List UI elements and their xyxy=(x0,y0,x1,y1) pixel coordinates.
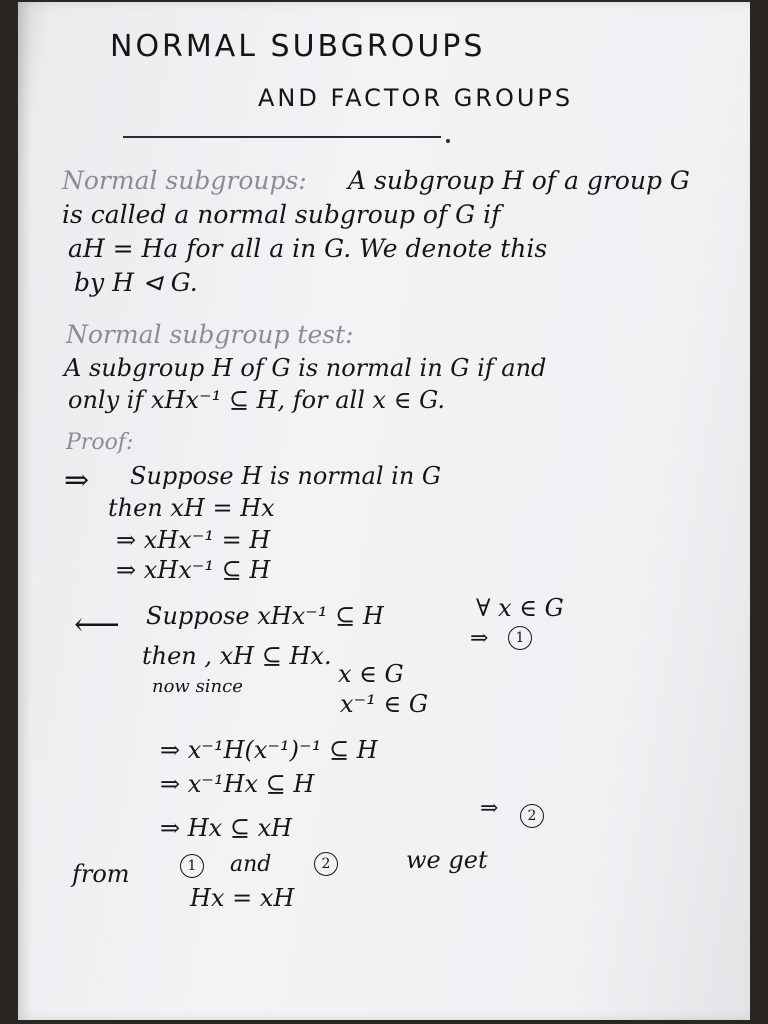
definition-line3: aH = Ha for all a in G. We denote this xyxy=(68,234,548,263)
proof-forward-line3: ⇒ xHx⁻¹ = H xyxy=(116,526,271,554)
conclusion-marker1: 1 xyxy=(180,854,204,878)
proof-backward-line2: then , xH ⊆ Hx. xyxy=(142,642,332,670)
proof-backward-forall: ∀ x ∈ G xyxy=(476,594,564,622)
underline-dot xyxy=(446,139,450,143)
conclusion-marker2: 2 xyxy=(314,852,338,876)
proof-forward-line2: then xH = Hx xyxy=(108,494,275,522)
proof-xinv-in-g: x⁻¹ ∈ G xyxy=(340,690,429,718)
test-line2: only if xHx⁻¹ ⊆ H, for all x ∈ G. xyxy=(68,386,446,414)
conclusion-we-get: we get xyxy=(406,846,488,874)
notebook-page xyxy=(18,2,750,1020)
test-heading: Normal subgroup test: xyxy=(66,320,354,349)
definition-heading: Normal subgroups: xyxy=(62,166,307,195)
conclusion-from: from xyxy=(72,860,130,888)
forward-arrow-icon: ⇒ xyxy=(64,463,90,498)
backward-arrow-icon: ⟵ xyxy=(74,605,120,643)
proof-forward-line4: ⇒ xHx⁻¹ ⊆ H xyxy=(116,556,271,584)
definition-line1: A subgroup H of a group G xyxy=(348,166,690,195)
page-title-line2: AND FACTOR GROUPS xyxy=(258,84,574,112)
page-title-line1: NORMAL SUBGROUPS xyxy=(110,29,486,64)
definition-line4: by H ⊲ G. xyxy=(74,268,198,297)
ref1-arrow-icon: ⇒ xyxy=(470,626,489,651)
proof-forward-line1: Suppose H is normal in G xyxy=(130,462,442,490)
proof-backward-line4: ⇒ x⁻¹H(x⁻¹)⁻¹ ⊆ H xyxy=(160,736,378,764)
conclusion-equation: Hx = xH xyxy=(190,884,295,912)
proof-backward-line6: ⇒ Hx ⊆ xH xyxy=(160,814,293,842)
proof-backward-line5: ⇒ x⁻¹Hx ⊆ H xyxy=(160,770,315,798)
proof-backward-line1: Suppose xHx⁻¹ ⊆ H xyxy=(146,602,384,630)
proof-x-in-g: x ∈ G xyxy=(338,660,404,688)
conclusion-and: and xyxy=(230,852,272,877)
title-underline xyxy=(123,136,441,138)
proof-heading: Proof: xyxy=(66,430,134,455)
test-line1: A subgroup H of G is normal in G if and xyxy=(64,354,547,382)
ref1-marker: 1 xyxy=(508,626,532,650)
ref2-marker: 2 xyxy=(520,804,544,828)
ref2-arrow-icon: ⇒ xyxy=(480,796,499,821)
proof-now-since: now since xyxy=(152,676,243,697)
definition-line2: is called a normal subgroup of G if xyxy=(62,200,501,229)
